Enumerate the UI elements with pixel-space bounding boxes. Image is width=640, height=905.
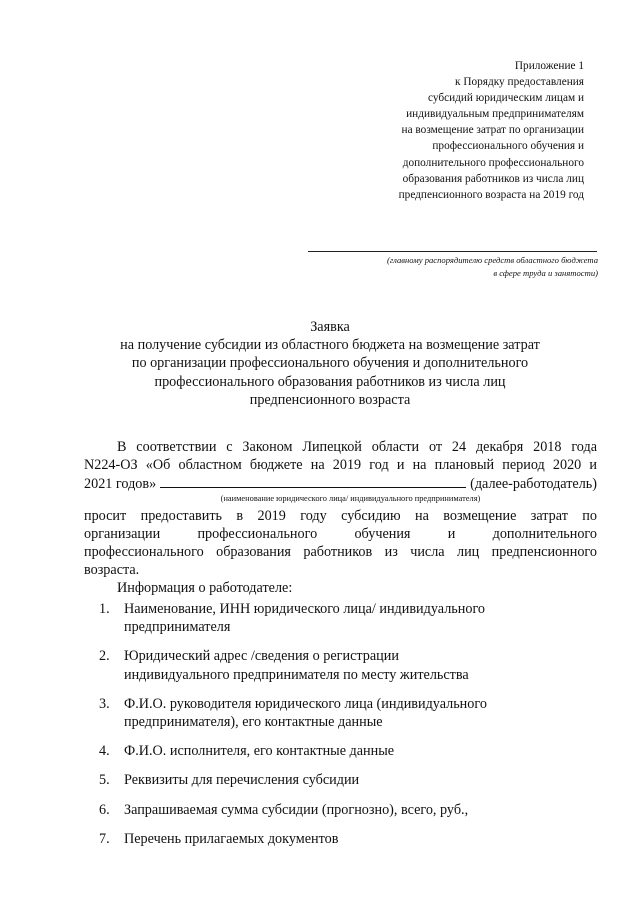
item-text: Перечень прилагаемых документов xyxy=(124,830,339,847)
appendix-line: профессионального обучения и xyxy=(432,140,584,153)
recipient-note-line: в сфере труда и занятости) xyxy=(493,267,598,278)
item-line: Наименование, ИНН юридического лица/ индивидуального xyxy=(124,601,485,617)
item-text: Реквизиты для перечисления субсидии xyxy=(124,772,360,789)
recipient-note-line: (главному распорядителю средств областного бюджета xyxy=(387,255,598,265)
item-line: Ф.И.О. руководителя юридического лица (индивидуального xyxy=(124,695,487,712)
title-line: по организации профессионального обучения и дополнительного xyxy=(131,355,529,372)
employer-name-row xyxy=(84,474,597,493)
item-text xyxy=(124,695,579,731)
item-number: 5. xyxy=(99,772,110,789)
appendix-line: индивидуальным предпринимателям xyxy=(406,108,584,121)
recipient-blank-line xyxy=(308,251,597,252)
item-number: 2. xyxy=(99,648,110,665)
item-number: 7. xyxy=(99,830,110,847)
item-number: 6. xyxy=(99,801,110,818)
item-line: Юридический адрес /сведения о регистрации xyxy=(124,648,399,665)
appendix-line: дополнительного профессионального xyxy=(402,156,584,169)
title-line: профессионального образования работников из числа лиц xyxy=(154,373,506,390)
appendix-line: на возмещение затрат по организации xyxy=(401,124,584,137)
body-line: профессионального образования работников из числа лиц предпенсионного xyxy=(84,544,597,561)
appendix-header xyxy=(284,58,584,203)
title-heading: Заявка xyxy=(310,319,350,335)
list-item xyxy=(99,771,579,789)
body-line: возраста. xyxy=(84,562,140,579)
item-number: 1. xyxy=(99,601,110,617)
body-line: В соответствии с Законом Липецкой области от 24 декабря 2018 года xyxy=(117,439,597,455)
body-line-start: 2021 годов» xyxy=(84,476,157,493)
list-item xyxy=(99,600,579,636)
list-item xyxy=(99,695,579,731)
title-line: предпенсионного возраста xyxy=(249,391,411,408)
item-text: Ф.И.О. исполнителя, его контактные данные xyxy=(124,743,395,760)
body-line: просит предоставить в 2019 году субсидию на возмещение затрат по xyxy=(84,507,597,524)
item-text xyxy=(124,647,579,683)
employer-name-blank[interactable] xyxy=(160,474,466,488)
item-text xyxy=(124,600,579,636)
info-list xyxy=(99,600,579,859)
list-item xyxy=(99,742,579,760)
item-number: 3. xyxy=(99,695,110,712)
appendix-line: к Порядку предоставления xyxy=(455,76,584,89)
list-item xyxy=(99,801,579,819)
body-paragraph xyxy=(84,438,597,579)
employer-name-caption: (наименование юридического лица/ индивидуального предпринимателя) xyxy=(220,493,481,503)
appendix-line: образования работников из числа лиц xyxy=(402,172,584,185)
item-line: предпринимателя xyxy=(124,619,231,636)
body-line-end: (далее-работодатель) xyxy=(470,476,597,493)
info-title: Информация о работодателе: xyxy=(117,580,293,596)
title-line: на получение субсидии из областного бюджета на возмещение затрат xyxy=(120,337,540,354)
body-line: организации профессионального обучения и дополнительного xyxy=(84,525,597,542)
item-text: Запрашиваемая сумма субсидии (прогнозно), всего, руб., xyxy=(124,801,469,818)
recipient-note xyxy=(298,254,598,279)
appendix-line: Приложение 1 xyxy=(514,60,584,72)
list-item xyxy=(99,647,579,683)
item-number: 4. xyxy=(99,743,110,760)
appendix-line: субсидий юридическим лицам и xyxy=(427,92,584,105)
body-line: N224-ОЗ «Об областном бюджете на 2019 год и на плановый период 2020 и xyxy=(84,457,597,474)
list-item xyxy=(99,830,579,848)
item-line: предпринимателя), его контактные данные xyxy=(124,714,383,731)
item-line: индивидуального предпринимателя по месту жительства xyxy=(124,666,469,683)
appendix-line: предпенсионного возраста на 2019 год xyxy=(398,188,584,201)
application-title xyxy=(80,318,580,409)
